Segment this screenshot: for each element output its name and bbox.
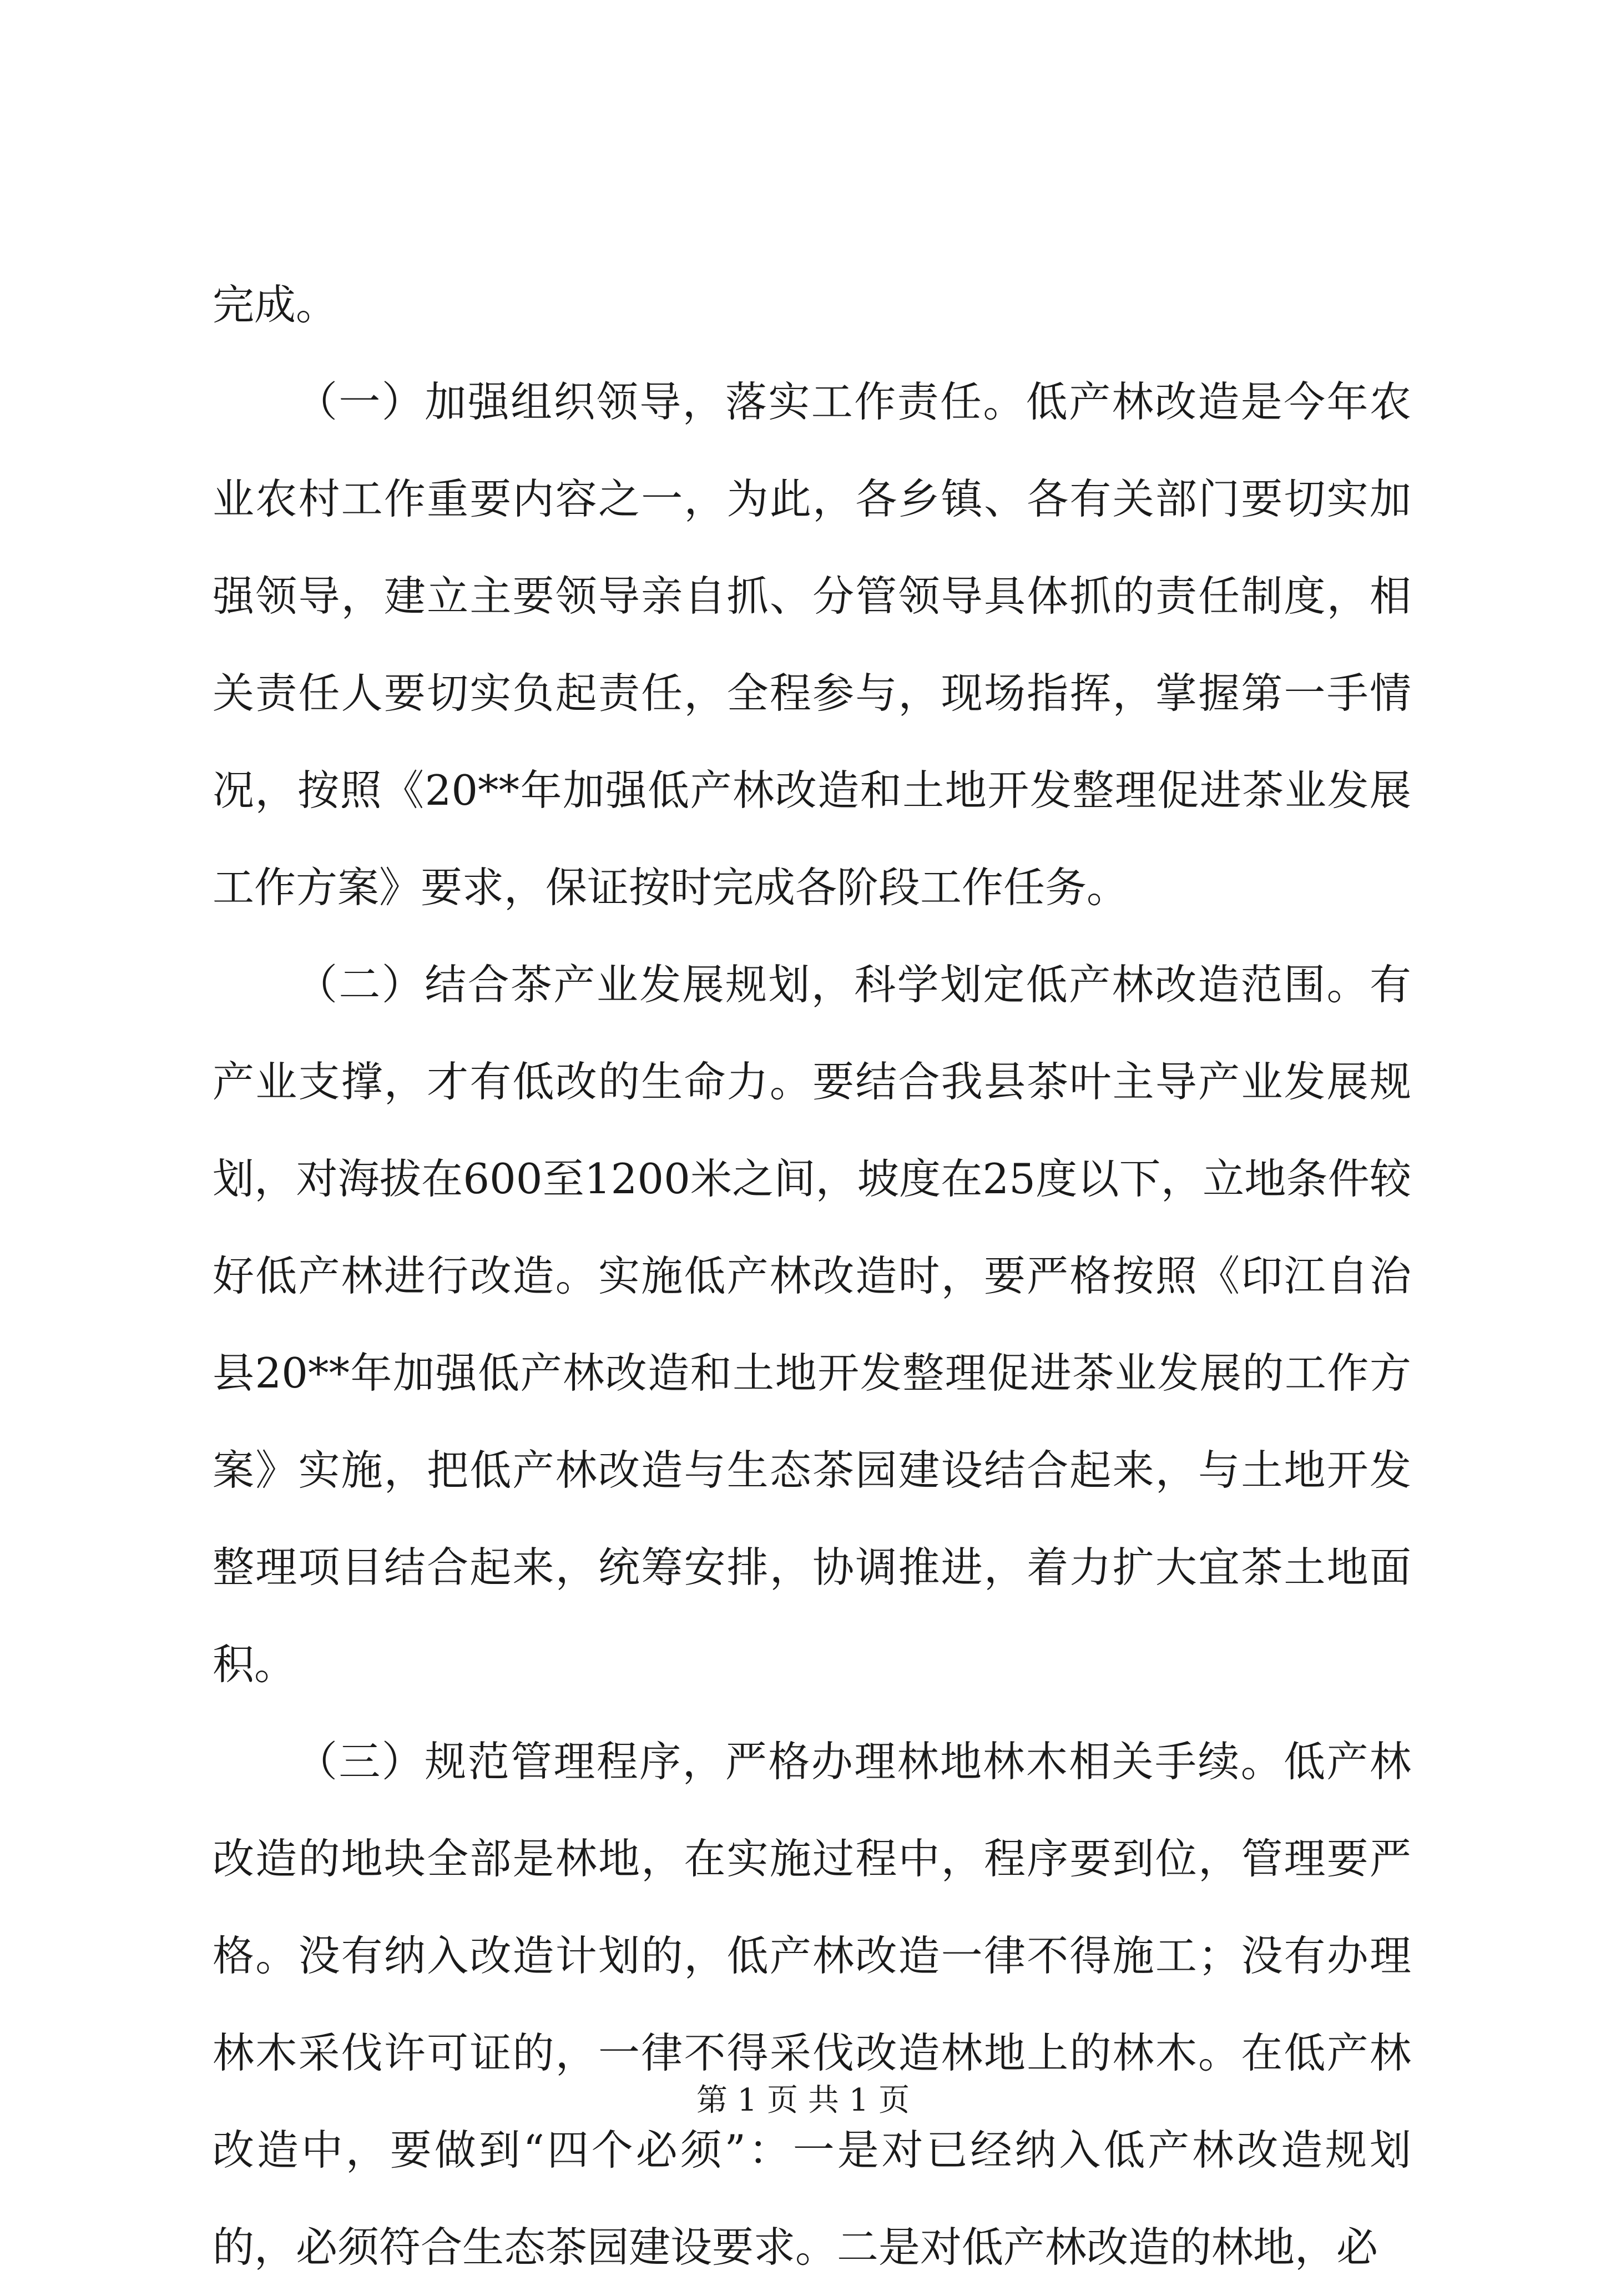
- page-number-label: 第 1 页 共 1 页: [696, 2082, 910, 2118]
- paragraph-section-2: （二）结合茶产业发展规划，科学划定低产林改造范围。有产业支撑，才有低改的生命力。要结合我县茶叶主导产业发展规划，对海拔在600至1200米之间，坡度在25度以下，立地条件较好低产林进行改造。实施低产林改造时，要严格按照《印江自治县20**年加强低产林改造和土地开发整理促进茶业发展的工作方案》实施，把低产林改造与生态茶园建设结合起来，与土地开发整理项目结合起来，统筹安排，协调推进，着力扩大宜茶土地面积。: [213, 960, 1411, 1689]
- paragraph-section-3: （三）规范管理程序，严格办理林地林木相关手续。低产林改造的地块全部是林地，在实施过程中，程序要到位，管理要严格。没有纳入改造计划的，低产林改造一律不得施工；没有办理林木采伐许可证的，一律不得采伐改造林地上的林木。在低产林改造中，要做到“四个必须”：一是对已经纳入低产林改造规划的，必须符合生态茶园建设要求。二是对低产林改造的林地，必: [213, 1737, 1411, 2272]
- paragraph-continuation: 完成。: [213, 280, 338, 329]
- document-body: [213, 256, 1411, 2296]
- page-footer: [0, 2078, 1606, 2123]
- paragraph-section-1: （一）加强组织领导，落实工作责任。低产林改造是今年农业农村工作重要内容之一，为此，各乡镇、各有关部门要切实加强领导，建立主要领导亲自抓、分管领导具体抓的责任制度，相关责任人要切实负起责任，全程参与，现场指挥，掌握第一手情况，按照《20**年加强低产林改造和土地开发整理促进茶业发展工作方案》要求，保证按时完成各阶段工作任务。: [213, 377, 1411, 912]
